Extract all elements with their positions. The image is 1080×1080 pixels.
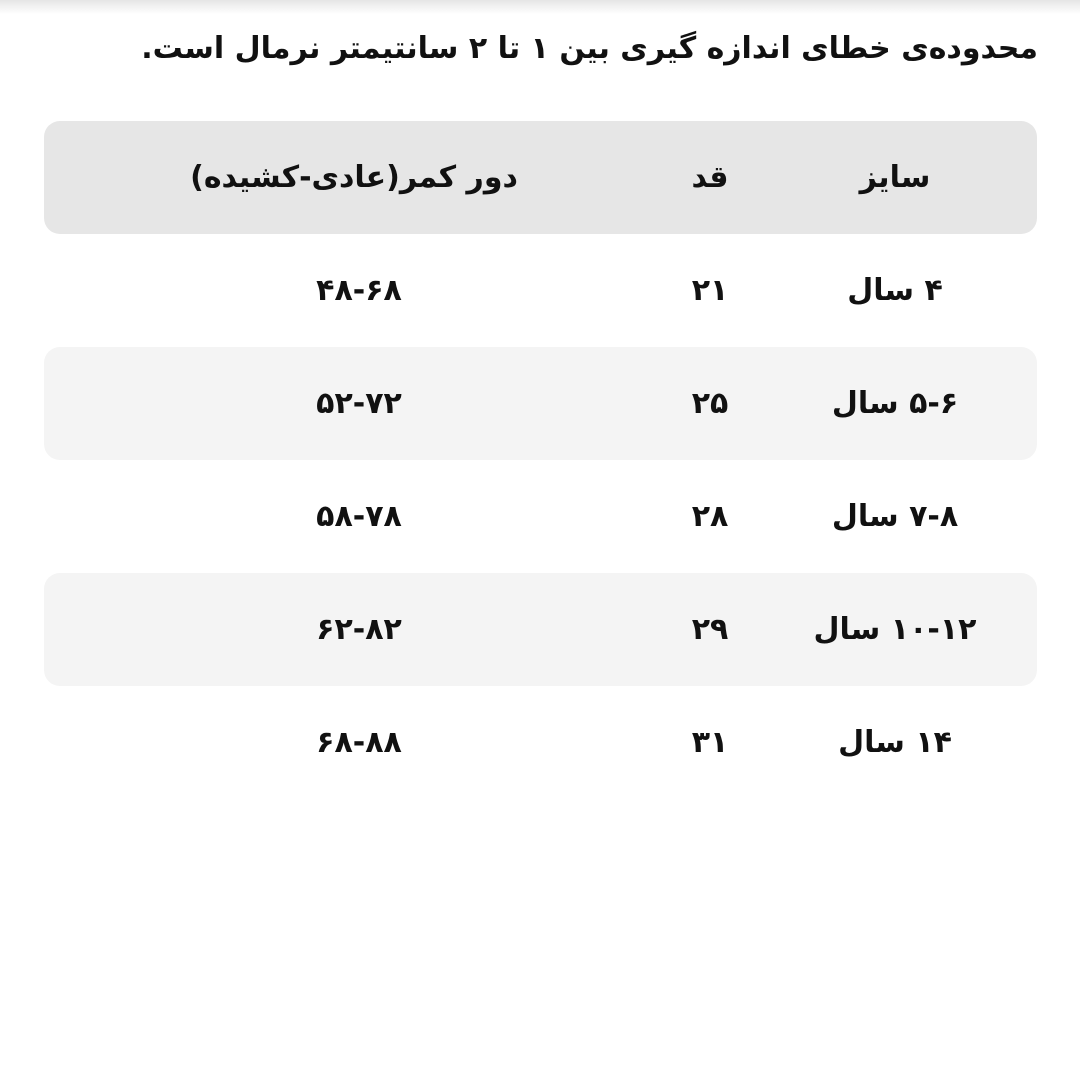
table-row [44,347,1037,460]
table-row [44,686,1037,799]
qad-cell: ۲۹ [691,612,729,647]
header-qad: قد [691,160,729,195]
qad-cell: ۳۱ [691,725,729,760]
waist-cell: ۶۲-۸۲ [316,612,402,647]
size-cell: ۵-۶ سال [831,386,959,421]
qad-cell: ۲۸ [691,499,729,534]
waist-cell: ۵۲-۷۲ [316,386,402,421]
measurement-note: محدوده‌ی خطای اندازه گیری بین ۱ تا ۲ سانتیمتر نرمال است. [141,31,1038,66]
waist-cell: ۶۸-۸۸ [316,725,402,760]
table-row [44,234,1037,347]
waist-cell: ۴۸-۶۸ [316,273,402,308]
size-table [44,121,1037,799]
table-row [44,460,1037,573]
size-cell: ۱۰-۱۲ سال [813,612,977,647]
size-cell: ۷-۸ سال [831,499,959,534]
header-size: سایز [859,160,931,195]
header-waist: دور کمر(عادی-کشیده) [190,160,518,195]
qad-cell: ۲۵ [691,386,729,421]
qad-cell: ۲۱ [691,273,729,308]
table-header-row [44,121,1037,234]
size-cell: ۱۴ سال [838,725,952,760]
top-edge-shadow [0,0,1080,14]
waist-cell: ۵۸-۷۸ [316,499,402,534]
table-row [44,573,1037,686]
size-cell: ۴ سال [847,273,943,308]
